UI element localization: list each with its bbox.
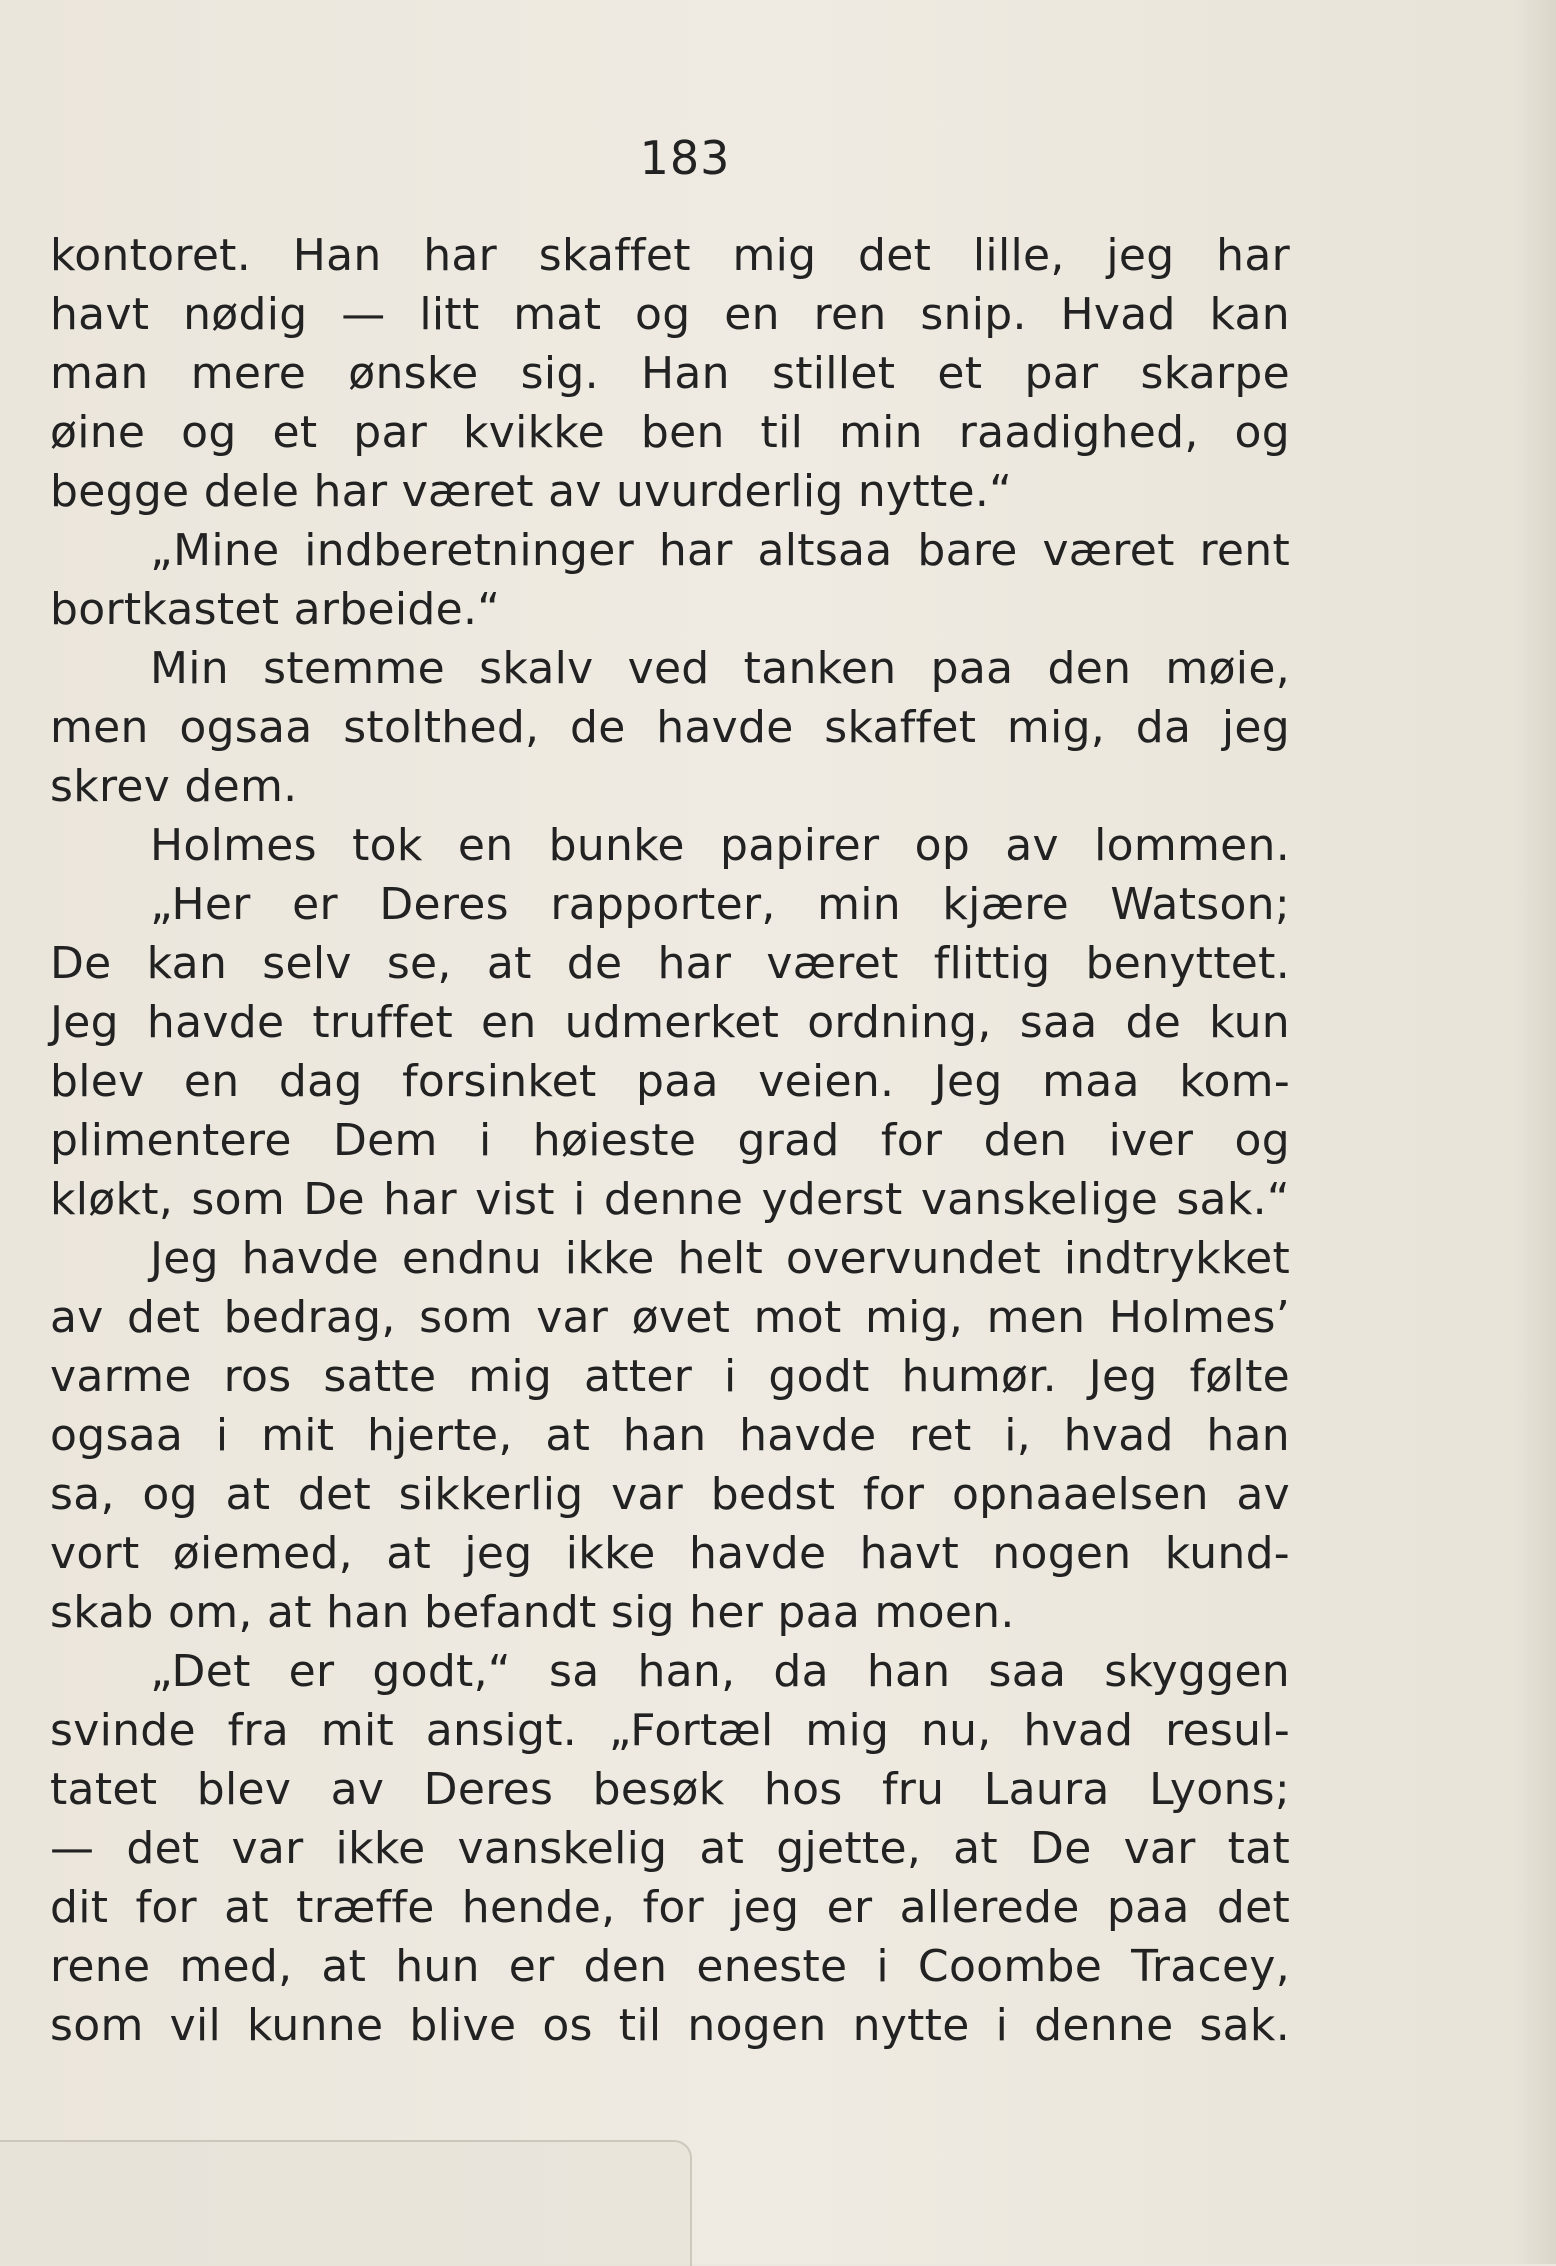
text-line: kløkt, som De har vist i denne yderst vanskelige sak.“ bbox=[50, 1174, 1290, 1225]
text-line: „Her er Deres rapporter, min kjære Watson; bbox=[150, 879, 1290, 930]
text-line: „Mine indberetninger har altsaa bare været rent bbox=[150, 525, 1290, 576]
text-line: Jeg havde endnu ikke helt overvundet indtrykket bbox=[150, 1233, 1290, 1284]
text-line: havt nødig — litt mat og en ren snip. Hvad kan bbox=[50, 289, 1290, 340]
text-line: av det bedrag, som var øvet mot mig, men Holmes’ bbox=[50, 1292, 1290, 1343]
text-line: dit for at træffe hende, for jeg er allerede paa det bbox=[50, 1882, 1290, 1933]
text-line: svinde fra mit ansigt. „Fortæl mig nu, hvad resul- bbox=[50, 1705, 1290, 1756]
text-line: som vil kunne blive os til nogen nytte i denne sak. bbox=[50, 2000, 1290, 2051]
text-line: De kan selv se, at de har været flittig benyttet. bbox=[50, 938, 1290, 989]
text-line: vort øiemed, at jeg ikke havde havt nogen kund- bbox=[50, 1528, 1290, 1579]
text-line: blev en dag forsinket paa veien. Jeg maa kom- bbox=[50, 1056, 1290, 1107]
text-line: skab om, at han befandt sig her paa moen. bbox=[50, 1587, 1015, 1638]
text-line: øine og et par kvikke ben til min raadighed, og bbox=[50, 407, 1290, 458]
text-line: Jeg havde truffet en udmerket ordning, saa de kun bbox=[50, 997, 1290, 1048]
text-line: sa, og at det sikkerlig var bedst for opnaaelsen av bbox=[50, 1469, 1290, 1520]
page-fold bbox=[0, 2140, 692, 2266]
text-line: plimentere Dem i høieste grad for den iver og bbox=[50, 1115, 1290, 1166]
text-line: men ogsaa stolthed, de havde skaffet mig, da jeg bbox=[50, 702, 1290, 753]
page-edge-shadow bbox=[1516, 0, 1556, 2264]
text-line: — det var ikke vanskelig at gjette, at De var tat bbox=[50, 1823, 1290, 1874]
text-line: varme ros satte mig atter i godt humør. Jeg følte bbox=[50, 1351, 1290, 1402]
text-line: man mere ønske sig. Han stillet et par skarpe bbox=[50, 348, 1290, 399]
text-line: rene med, at hun er den eneste i Coombe Tracey, bbox=[50, 1941, 1290, 1992]
text-line: Holmes tok en bunke papirer op av lommen. bbox=[150, 820, 1290, 871]
text-line: Min stemme skalv ved tanken paa den møie, bbox=[150, 643, 1290, 694]
text-line: bortkastet arbeide.“ bbox=[50, 584, 501, 635]
text-line: ogsaa i mit hjerte, at han havde ret i, hvad han bbox=[50, 1410, 1290, 1461]
text-line: tatet blev av Deres besøk hos fru Laura Lyons; bbox=[50, 1764, 1290, 1815]
text-line: kontoret. Han har skaffet mig det lille, jeg har bbox=[50, 230, 1290, 281]
text-line: „Det er godt,“ sa han, da han saa skyggen bbox=[150, 1646, 1290, 1697]
page-number: 183 bbox=[639, 131, 731, 185]
text-line: begge dele har været av uvurderlig nytte.“ bbox=[50, 466, 1013, 517]
body-text bbox=[50, 226, 1290, 2055]
text-line: skrev dem. bbox=[50, 761, 298, 812]
